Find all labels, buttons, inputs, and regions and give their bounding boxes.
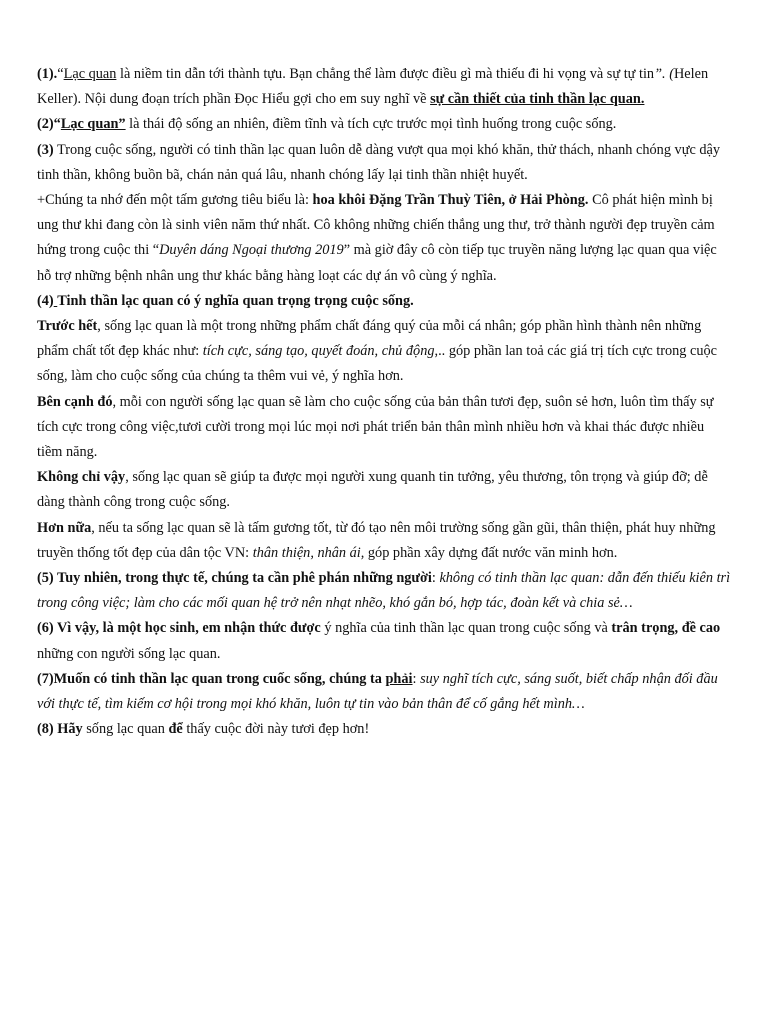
text-run: sống lạc quan [82, 721, 169, 738]
text-run: Trong cuộc sống, người có tinh thần lạc quan luôn dễ dàng vượt qua mọi khó khăn, thử thách, nhanh chóng vực dậy tinh thần, không buồn bã, chán nản quá lâu, nhanh chóng lấy lại tinh thần nhiệt huyết. [37, 141, 721, 183]
paragraph-2 [37, 112, 732, 137]
text-run: ( [669, 66, 674, 82]
text-run: thân thiện, nhân ái, [252, 544, 365, 561]
paragraph-3 [37, 138, 732, 188]
text-run: “ [53, 116, 61, 133]
text-run: Cô phát hiện mình bị ung thư khi đang còn là sinh viên năm thứ nhất. Cô không những chiến thắng ung thư, trở thành người đẹp truyền cảm hứng trong cuộc thi “ [37, 192, 715, 259]
text-run: : [412, 670, 421, 687]
text-run: tích cực, sáng tạo, quyết đoán, chủ động [202, 343, 435, 360]
text-run: ” mà giờ đây cô còn tiếp tục truyền năng lượng lạc quan qua việc hỗ trợ những bệnh nhân ung thư khác bằng hàng loạt các dự án vô cùng ý nghĩa. [37, 242, 717, 284]
text-run: (6) Vì vậy, là một học sinh, em nhận thức được [37, 620, 321, 637]
text-run: Duyên dáng Ngoại thương 2019 [159, 242, 344, 259]
text-run: những con người sống lạc quan. [37, 645, 221, 662]
paragraph-5 [37, 566, 732, 616]
text-run: góp phần xây dựng đất nước văn minh hơn. [364, 544, 618, 561]
paragraph-1 [37, 62, 732, 112]
text-run: suy nghĩ tích cực, sáng suốt, biết chấp nhận đối đầu với thực tế, tìm kiếm cơ hội trong mọi khó khăn, luôn tự tin vào bản thân để cố gắng hết mình… [37, 670, 718, 713]
paragraph-8 [37, 717, 732, 742]
text-run: Trước hết [37, 318, 98, 335]
text-run: (5) Tuy nhiên, trong thực tế, chúng ta cần phê phán những người [37, 570, 432, 587]
text-run: (1). [37, 66, 58, 82]
text-run: để [168, 721, 183, 738]
text-run: phải [385, 670, 413, 687]
text-run: ,.. góp phần lan toả các giá trị tích cực trong cuộc sống, làm cho cuộc sống của chúng ta thêm vui vẻ, ý nghĩa hơn. [37, 343, 717, 385]
text-run: là niềm tin dẫn tới thành tựu. Bạn chẳng thể làm được điều gì mà thiếu đi hi vọng và sự tự tin [116, 66, 655, 82]
text-run: Hơn nữa [37, 519, 92, 536]
text-run: (8) Hãy [37, 721, 83, 738]
text-run: , sống lạc quan là một trong những phẩm chất đáng quý của mỗi cá nhân; góp phần hình thành nên những phẩm chất tốt đẹp khác như: [37, 318, 702, 360]
text-run: , mỗi con người sống lạc quan sẽ làm cho cuộc sống của bản thân tươi đẹp, suôn sẻ hơn, luôn tìm thấy sự tích cực trong công việc,tươi cười trong mọi lúc mọi nơi phát triển bản thân mình nhiều hơn và khai thác được nhiều tiềm năng. [37, 393, 714, 461]
text-run: Tinh thần lạc quan có ý nghĩa quan trọng trọng cuộc sống. [57, 292, 414, 309]
text-run: thấy cuộc đời này tươi đẹp hơn! [182, 721, 370, 738]
text-run: Không chỉ vậy [37, 469, 126, 486]
paragraph-truoc-het [37, 314, 732, 390]
text-run: Lạc quan [63, 66, 117, 82]
text-run: , sống lạc quan sẽ giúp ta được mọi người xung quanh tin tưởng, yêu thương, tôn trọng và giúp đỡ; dễ dàng thành công trong cuộc sống. [37, 469, 708, 511]
paragraph-example [37, 188, 732, 289]
text-run: hoa khôi Đặng Trần Thuỳ Tiên, ở Hải Phòng. [312, 192, 589, 209]
paragraph-7 [37, 667, 732, 717]
text-run: không có tinh thần lạc quan: dẫn đến thiếu kiên trì trong công việc; làm cho các mối quan hệ trở nên nhạt nhẽo, khó gắn bó, hợp tác, đoàn kết và chia sẻ… [37, 570, 731, 612]
text-run: , nếu ta sống lạc quan sẽ là tấm gương tốt, từ đó tạo nên môi trường sống gần gũi, thân thiện, phát huy những truyền thống tốt đẹp của dân tộc VN: [37, 519, 716, 561]
text-run: (7)Muốn có tinh thần lạc quan trong cuốc sống, chúng ta [37, 670, 386, 687]
text-run: sự cần thiết của tinh thần lạc quan. [430, 91, 645, 108]
paragraph-khong-chi-vay [37, 465, 732, 515]
paragraph-hon-nua [37, 516, 732, 566]
text-run: (2) [37, 116, 54, 133]
text-run: (3) [37, 141, 54, 158]
text-run: là thái độ sống an nhiên, điềm tĩnh và tích cực trước mọi tình huống trong cuộc sống. [125, 116, 617, 133]
paragraph-6 [37, 616, 732, 666]
text-run: Helen Keller). Nội dung đoạn trích phần Đọc Hiểu gợi cho em suy nghĩ về [37, 66, 709, 108]
text-run: (4) [37, 292, 54, 309]
paragraph-ben-canh-do [37, 390, 732, 466]
text-run: ”. [654, 66, 666, 82]
text-run: +Chúng ta nhớ đến một tấm gương tiêu biểu là: [37, 192, 313, 209]
text-run: trân trọng, đề cao [611, 620, 721, 637]
text-run: : [431, 570, 440, 587]
text-run: “ [57, 66, 64, 82]
text-run: Lạc quan” [60, 116, 126, 133]
text-run: ý nghĩa của tinh thần lạc quan trong cuộc sống và [320, 620, 612, 637]
paragraph-4-heading [37, 289, 732, 314]
text-run: Bên cạnh đó [37, 393, 113, 410]
